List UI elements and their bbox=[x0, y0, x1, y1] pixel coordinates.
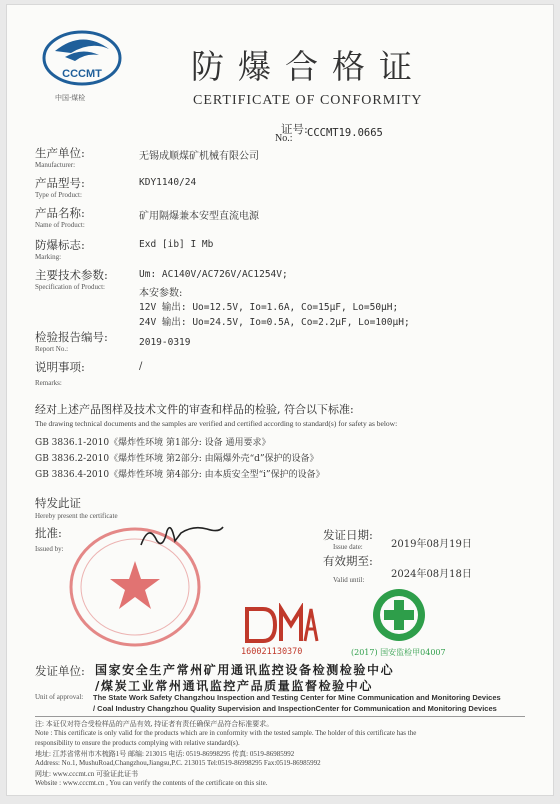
spec-label: 主要技术参数: bbox=[35, 268, 108, 282]
product-value: 矿用隔爆兼本安型直流电源 bbox=[139, 211, 259, 222]
standard-2: GB 3836.2-2010《爆炸性环境 第2部分: 由隔爆外壳“d”保护的设备》 bbox=[35, 454, 319, 464]
remarks-value: / bbox=[139, 361, 143, 372]
marking-label-en: Marking: bbox=[35, 253, 62, 261]
spec-line-3: 12V 输出: Uo=12.5V, Io=1.6A, Co=15μF, Lo=50μH; bbox=[139, 302, 399, 313]
manufacturer-label: 生产单位: bbox=[35, 146, 85, 160]
report-label: 检验报告编号: bbox=[35, 330, 108, 344]
cert-no-value: CCCMT19.0665 bbox=[307, 127, 383, 139]
report-value: 2019-0319 bbox=[139, 337, 191, 348]
cma-number: 160021130370 bbox=[241, 647, 303, 657]
issued-label: 批准: bbox=[35, 526, 62, 540]
approval-org-en-1: The State Work Safety Changzhou Inspection and Testing Center for Mine Communication and Monitoring Devices bbox=[93, 693, 501, 702]
statement-en: The drawing technical documents and the samples are verified and certified according to standard(s) for safety as below: bbox=[35, 419, 398, 428]
statement-cn: 经对上述产品图样及技术文件的审查和样品的检验, 符合以下标准: bbox=[35, 403, 354, 416]
cert-no-label-cn: 证号: bbox=[281, 122, 308, 136]
issue-date-label: 发证日期: bbox=[323, 528, 373, 542]
website-cn: 网址: www.cccmt.cn 可验证此证书 bbox=[35, 770, 138, 778]
logo-caption: 中国·煤检 bbox=[55, 94, 86, 102]
issue-date-value: 2019年08月19日 bbox=[391, 539, 472, 550]
signature-icon bbox=[137, 519, 227, 553]
address-cn: 地址: 江苏省常州市木梳路1号 邮编: 213015 电话: 0519-86998295 传真: 0519-86985992 bbox=[35, 750, 295, 758]
safety-caption: (2017) 国安监检甲04007 bbox=[351, 648, 446, 657]
marking-value: Exd [ib] I Mb bbox=[139, 239, 214, 250]
title-chinese: 防爆合格证 bbox=[191, 47, 426, 86]
cccmt-logo-icon bbox=[41, 29, 123, 87]
type-label: 产品型号: bbox=[35, 176, 85, 190]
issue-date-label-en: Issue date: bbox=[333, 543, 363, 551]
approval-org-en-2: / Coal Industry Changzhou Quality Supervision and InspectionCenter for Communication and Monitoring Devices bbox=[93, 704, 497, 713]
valid-until-label: 有效期至: bbox=[323, 554, 373, 568]
approval-org-cn-1: 国家安全生产常州矿用通讯监控设备检测检验中心 bbox=[95, 663, 395, 677]
valid-until-value: 2024年08月18日 bbox=[391, 569, 472, 580]
address-en: Address: No.1, MushuRoad,Changzhou,Jiangsu,P.C. 213015 Tel:0519-86998295 Fax:0519-86985992 bbox=[35, 759, 321, 767]
note-en-1: Note : This certificate is only valid for the products which are in conformity with the tested sample. The holder of this certificate has the bbox=[35, 729, 417, 737]
spec-line-2: 本安参数: bbox=[139, 288, 183, 299]
issued-label-en: Issued by: bbox=[35, 545, 64, 553]
website-en: Website : www.cccmt.cn , You can verify the contents of the certificate on this site. bbox=[35, 779, 268, 787]
product-label-en: Name of Product: bbox=[35, 221, 85, 229]
product-label: 产品名称: bbox=[35, 206, 85, 220]
title-english: CERTIFICATE OF CONFORMITY bbox=[193, 93, 423, 108]
present-cn: 特发此证 bbox=[35, 496, 81, 510]
type-value: KDY1140/24 bbox=[139, 177, 197, 188]
valid-until-label-en: Valid until: bbox=[333, 576, 365, 584]
spec-line-1: Um: AC140V/AC726V/AC1254V; bbox=[139, 269, 288, 280]
logo-text: CCCMT bbox=[62, 68, 102, 80]
note-en-2: responsibility to ensure the products complying with relative standard(s). bbox=[35, 739, 240, 747]
marking-label: 防爆标志: bbox=[35, 238, 85, 252]
remarks-label: 说明事项: bbox=[35, 360, 85, 374]
type-label-en: Type of Product: bbox=[35, 191, 82, 199]
present-en: Hereby present the certificate bbox=[35, 512, 118, 520]
remarks-label-en: Remarks: bbox=[35, 379, 62, 387]
standard-3: GB 3836.4-2010《爆炸性环境 第4部分: 由本质安全型“i”保护的设备》 bbox=[35, 470, 325, 480]
spec-line-4: 24V 输出: Uo=24.5V, Io=0.5A, Co=2.2μF, Lo=100μH; bbox=[139, 317, 410, 328]
cert-no-label-en: No.: bbox=[275, 133, 293, 144]
cma-mark-icon bbox=[241, 603, 321, 645]
standard-1: GB 3836.1-2010《爆炸性环境 第1部分: 设备 通用要求》 bbox=[35, 438, 271, 448]
report-label-en: Report No.: bbox=[35, 345, 69, 353]
manufacturer-label-en: Manufacturer: bbox=[35, 161, 76, 169]
approval-label: 发证单位: bbox=[35, 664, 85, 678]
footer-divider bbox=[35, 716, 525, 717]
approval-label-en: Unit of approval: bbox=[35, 693, 84, 701]
approval-org-cn-2: /煤炭工业常州通讯监控产品质量监督检验中心 bbox=[95, 679, 373, 693]
note-cn: 注: 本证仅对符合受检样品的产品有效, 持证者有责任确保产品符合标准要求。 bbox=[35, 720, 274, 728]
manufacturer-value: 无锡成顺煤矿机械有限公司 bbox=[139, 151, 259, 162]
spec-label-en: Specification of Product: bbox=[35, 283, 105, 291]
certificate-page bbox=[6, 4, 554, 796]
safety-inspection-mark-icon bbox=[371, 587, 427, 643]
